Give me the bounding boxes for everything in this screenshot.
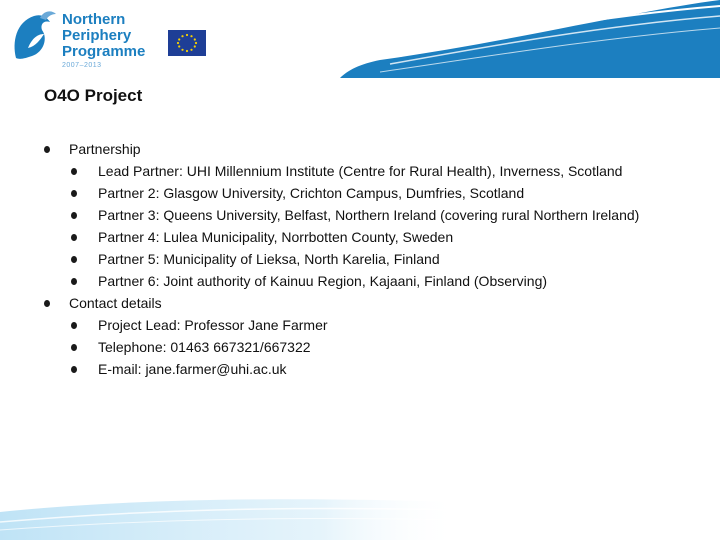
list-item-text: Telephone: 01463 667321/667322 <box>98 339 311 355</box>
bullet-icon <box>44 300 50 307</box>
section-heading: Partnership <box>69 141 141 157</box>
programme-logo <box>10 8 160 72</box>
list-item <box>68 228 694 247</box>
bullet-icon <box>44 146 50 153</box>
logo-line-1: Northern <box>62 11 126 28</box>
section-heading: Contact details <box>69 295 162 311</box>
logo-wordmark <box>62 12 145 60</box>
list-item-text: Project Lead: Professor Jane Farmer <box>98 317 328 333</box>
bullet-icon <box>71 256 77 263</box>
bullet-icon <box>71 366 77 373</box>
list-item-text: Partner 4: Lulea Municipality, Norrbotten County, Sweden <box>98 229 454 245</box>
list-item <box>68 250 694 269</box>
bullet-icon <box>71 322 77 329</box>
logo-line-3: Programme <box>62 43 146 60</box>
list-item <box>68 360 694 379</box>
bullet-icon <box>71 190 77 197</box>
list-item-text: Partner 2: Glasgow University, Crichton Campus, Dumfries, Scotland <box>98 185 525 201</box>
list-item <box>68 272 694 291</box>
bullet-contact-details <box>44 294 694 313</box>
list-item-text: Partner 3: Queens University, Belfast, Northern Ireland (covering rural Northern Ireland) <box>98 207 640 223</box>
list-item-text: Partner 5: Municipality of Lieksa, North Karelia, Finland <box>98 251 440 267</box>
bullet-icon <box>71 212 77 219</box>
list-item-text: Lead Partner: UHI Millennium Institute (Centre for Rural Health), Inverness, Scotland <box>98 163 623 179</box>
bullet-icon <box>71 344 77 351</box>
list-item-text: E-mail: jane.farmer@uhi.ac.uk <box>98 361 287 377</box>
slide-content <box>44 140 694 382</box>
slide-title: O4O Project <box>44 86 143 105</box>
footer-wave-decoration <box>0 492 460 540</box>
list-item <box>68 184 694 203</box>
bird-logo-icon <box>10 8 58 64</box>
bullet-icon <box>71 168 77 175</box>
bullet-icon <box>71 234 77 241</box>
logo-line-2: Periphery <box>62 27 132 44</box>
list-item <box>68 338 694 357</box>
logo-years: 2007–2013 <box>62 62 102 69</box>
list-item <box>68 316 694 335</box>
list-item <box>68 206 694 225</box>
eu-flag-icon <box>168 30 206 56</box>
list-item-text: Partner 6: Joint authority of Kainuu Region, Kajaani, Finland (Observing) <box>98 273 548 289</box>
slide-header <box>0 0 720 78</box>
bullet-partnership <box>44 140 694 159</box>
list-item <box>68 162 694 181</box>
bullet-icon <box>71 278 77 285</box>
header-wave-decoration <box>340 0 720 78</box>
